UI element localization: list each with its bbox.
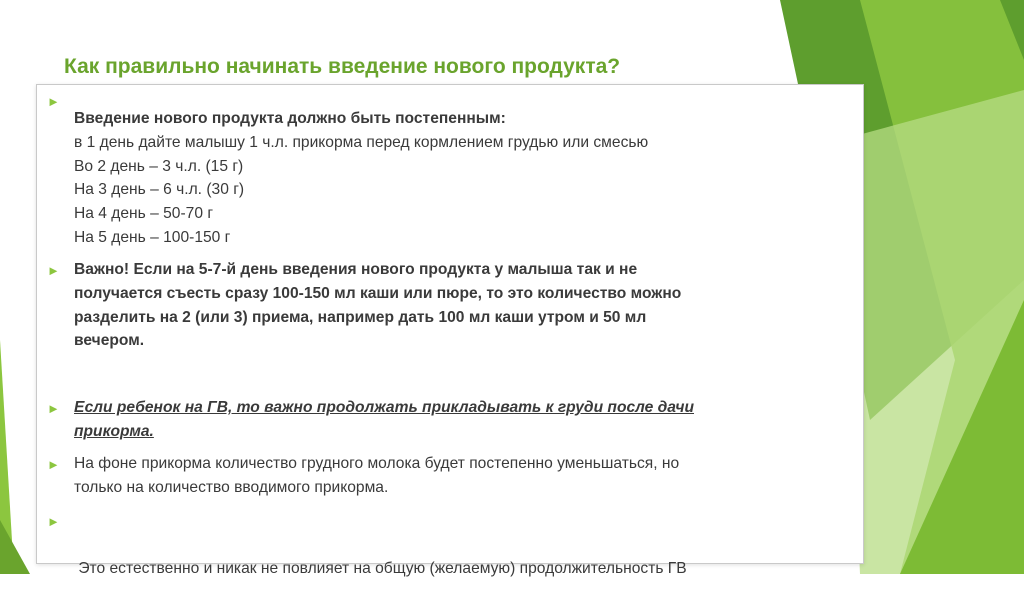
- duration-note-block: [74, 509, 687, 604]
- bullet-arrow-icon: ►: [47, 401, 60, 416]
- schedule-line: Во 2 день – 3 ч.л. (15 г): [74, 157, 244, 175]
- schedule-heading: Введение нового продукта должно быть постепенным:: [74, 110, 506, 127]
- important-note-line: вечером.: [74, 332, 145, 350]
- bullet-arrow-icon: ►: [47, 457, 60, 472]
- important-note-line: Важно! Если на 5-7-й день введения нового продукта у малыша так и не: [74, 261, 638, 278]
- intro-schedule-block: [74, 107, 648, 250]
- bullet-arrow-icon: ►: [47, 263, 60, 278]
- milk-amount-block: [74, 452, 679, 500]
- important-note-line: получается съесть сразу 100-150 мл каши или пюре, то это количество можно: [74, 284, 682, 302]
- schedule-line: На 4 день – 50-70 г: [74, 205, 214, 223]
- breastfeeding-note-line: прикорма.: [74, 422, 154, 440]
- schedule-line: в 1 день дайте малышу 1 ч.л. прикорма перед кормлением грудью или смесью: [74, 133, 649, 151]
- schedule-line: На 5 день – 100-150 г: [74, 228, 231, 246]
- bullet-arrow-icon: ►: [47, 94, 60, 109]
- bullet-arrow-icon: ►: [47, 514, 60, 529]
- milk-amount-line: только на количество вводимого прикорма.: [74, 478, 389, 496]
- breastfeeding-note-block: [74, 396, 694, 444]
- slide-title: Как правильно начинать введение нового продукта?: [64, 55, 621, 78]
- duration-note-line: Это естественно и никак не повлияет на общую (желаемую) продолжительность ГВ: [74, 559, 687, 577]
- important-note-line: разделить на 2 (или 3) приема, например дать 100 мл каши утром и 50 мл: [74, 308, 647, 326]
- important-note-block: [74, 258, 681, 353]
- milk-amount-line: На фоне прикорма количество грудного молока будет постепенно уменьшаться, но: [74, 455, 680, 472]
- breastfeeding-note-line: Если ребенок на ГВ, то важно продолжать прикладывать к груди после дачи: [74, 399, 694, 416]
- schedule-line: На 3 день – 6 ч.л. (30 г): [74, 181, 245, 199]
